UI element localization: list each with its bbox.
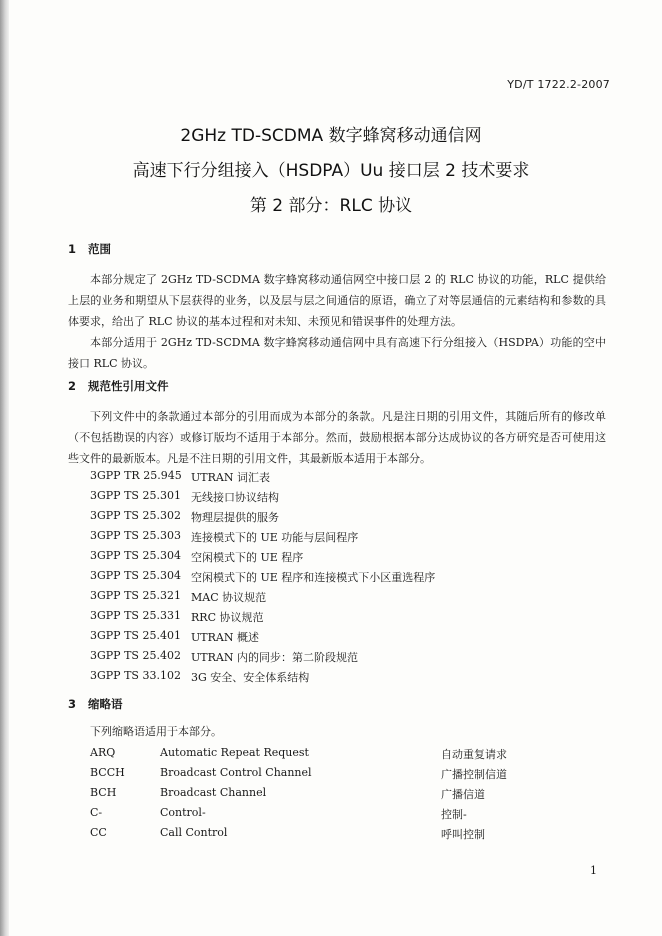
section-heading-abbreviations bbox=[68, 696, 123, 712]
abbreviation-english: Call Control bbox=[160, 826, 228, 839]
abbreviation: C- bbox=[90, 806, 103, 819]
scope-paragraph-1: 本部分规定了 2GHz TD-SCDMA 数字蜂窝移动通信网空中接口层 2 的 RLC 协议的功能，RLC 提供给上层的业务和期望从下层获得的业务，以及层与层之间通信的原语，确立了对等层通信的元素结构和参数的具体要求，给出了 RLC 协议的基本过程和对未知、未预见和错误事件的处理方法。 bbox=[68, 273, 606, 328]
reference-title: UTRAN 概述 bbox=[191, 631, 259, 644]
section-number: 1 bbox=[68, 242, 77, 256]
reference-title: 连接模式下的 UE 功能与层间程序 bbox=[191, 531, 359, 544]
reference-code: 3GPP TS 25.302 bbox=[90, 509, 181, 522]
abbreviation-chinese: 广播控制信道 bbox=[441, 768, 507, 781]
reference-title: 空闲模式下的 UE 程序和连接模式下小区重选程序 bbox=[191, 571, 436, 584]
reference-code: 3GPP TS 33.102 bbox=[90, 669, 181, 682]
reference-title: 无线接口协议结构 bbox=[191, 491, 279, 504]
abbreviation-english: Broadcast Control Channel bbox=[160, 766, 312, 779]
reference-title: 空闲模式下的 UE 程序 bbox=[191, 551, 304, 564]
abbreviation-english: Broadcast Channel bbox=[160, 786, 267, 799]
abbreviation-chinese: 自动重复请求 bbox=[441, 748, 507, 761]
reference-title: UTRAN 词汇表 bbox=[191, 471, 270, 484]
section-heading-scope bbox=[68, 241, 111, 257]
section-title: 缩略语 bbox=[88, 697, 123, 711]
section-heading-references bbox=[68, 378, 169, 394]
reference-code: 3GPP TS 25.303 bbox=[90, 529, 181, 542]
reference-title: 物理层提供的服务 bbox=[191, 511, 279, 524]
title-line-2: 高速下行分组接入（HSDPA）Uu 接口层 2 技术要求 bbox=[132, 161, 530, 181]
abbreviation-english: Automatic Repeat Request bbox=[160, 746, 309, 759]
abbreviation: BCH bbox=[90, 786, 117, 799]
abbreviation-chinese: 呼叫控制 bbox=[441, 828, 485, 841]
reference-code: 3GPP TR 25.945 bbox=[90, 469, 182, 482]
abbreviation: CC bbox=[90, 826, 107, 839]
section-title: 范围 bbox=[88, 242, 111, 256]
scope-paragraph-2: 本部分适用于 2GHz TD-SCDMA 数字蜂窝移动通信网中具有高速下行分组接入（HSDPA）功能的空中接口 RLC 协议。 bbox=[68, 336, 606, 370]
reference-code: 3GPP TS 25.304 bbox=[90, 569, 181, 582]
reference-code: 3GPP TS 25.304 bbox=[90, 549, 181, 562]
abbreviation-english: Control- bbox=[160, 806, 206, 819]
abbreviation: BCCH bbox=[90, 766, 125, 779]
reference-title: RRC 协议规范 bbox=[191, 611, 264, 624]
abbreviation: ARQ bbox=[90, 746, 116, 759]
reference-code: 3GPP TS 25.401 bbox=[90, 629, 181, 642]
title-line-1: 2GHz TD-SCDMA 数字蜂窝移动通信网 bbox=[180, 126, 482, 146]
references-paragraph: 下列文件中的条款通过本部分的引用而成为本部分的条款。凡是注日期的引用文件，其随后所有的修改单（不包括勘误的内容）或修订版均不适用于本部分。然而，鼓励根据本部分达成协议的各方研究是否可使用这些文件的最新版本。凡是不注日期的引用文件，其最新版本适用于本部分。 bbox=[68, 410, 606, 465]
abbreviation-chinese: 广播信道 bbox=[441, 788, 485, 801]
reference-code: 3GPP TS 25.301 bbox=[90, 489, 181, 502]
document-id: YD/T 1722.2-2007 bbox=[507, 78, 610, 91]
reference-code: 3GPP TS 25.321 bbox=[90, 589, 181, 602]
reference-title: MAC 协议规范 bbox=[191, 591, 267, 604]
page-number: 1 bbox=[590, 864, 597, 877]
reference-title: UTRAN 内的同步：第二阶段规范 bbox=[191, 651, 358, 664]
title-line-3: 第 2 部分：RLC 协议 bbox=[249, 196, 413, 216]
reference-code: 3GPP TS 25.402 bbox=[90, 649, 181, 662]
reference-title: 3G 安全、安全体系结构 bbox=[191, 671, 310, 684]
section-number: 3 bbox=[68, 697, 77, 711]
reference-code: 3GPP TS 25.331 bbox=[90, 609, 181, 622]
abbreviations-intro: 下列缩略语适用于本部分。 bbox=[90, 725, 222, 738]
section-title: 规范性引用文件 bbox=[88, 379, 169, 393]
section-number: 2 bbox=[68, 379, 77, 393]
abbreviation-chinese: 控制- bbox=[441, 808, 467, 821]
